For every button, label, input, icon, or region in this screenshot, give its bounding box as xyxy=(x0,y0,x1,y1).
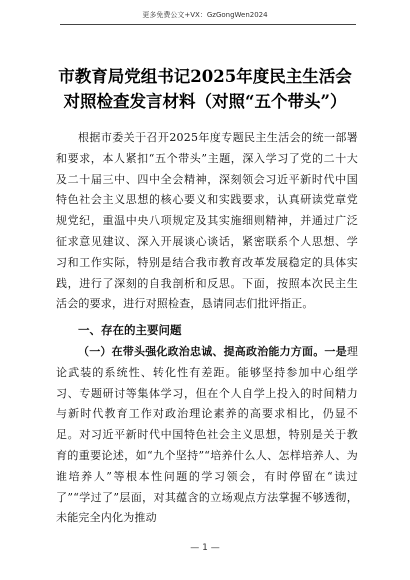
header-watermark: 更多免费公文+VX：GzGongWen2024 xyxy=(142,11,268,19)
subsection-body: 理论武装的系统性、转化性有差距。能够坚持参加中心组学习、专题研讨等集体学习，但在个人自学上投入的时间精力与新时代教育工作对政治理论素养的高要求相比，仍显不足。对习近平新时代中国特色社会主义思想，特别是关于教育的重要论述，如“九个坚持”“培养什么人、怎样培养人、为谁培养人”等根本性问题的学习领会，有时停留在“读过了”“学过了”层面，对其蕴含的立场观点方法掌握不够透彻，未能完全内化为推动 xyxy=(56,345,359,525)
subsection-heading: （一）在带头强化政治忠诚、提高政治能力方面。 xyxy=(78,345,325,358)
subsection-paragraph xyxy=(56,342,358,529)
intro-paragraph: 根据市委关于召开2025年度专题民主生活会的统一部署和要求，本人紧扣“五个带头”主题，深入学习了党的二十大及二十届三中、四中全会精神，深刻领会习近平新时代中国特色社会主义思想的核心要义和实践要求，认真研读党章党规党纪，重温中央八项规定及其实施细则精神，并通过广泛征求意见建议、深入开展谈心谈话，紧密联系个人思想、学习和工作实际，特别是结合我市教育改革发展稳定的具体实践，进行了深刻的自我剖析和反思。下面，按照本次民主生活会的要求，进行对照检查，恳请同志们批评指正。 xyxy=(56,131,358,311)
document-title xyxy=(38,64,372,114)
header-divider xyxy=(60,24,356,25)
page-number: — 1 — xyxy=(190,543,220,553)
title-line-2: 对照检查发言材料（对照“五个带头”） xyxy=(63,92,347,111)
subsection-lead: 一是 xyxy=(324,345,347,358)
section-heading: 一、存在的主要问题 xyxy=(78,323,182,337)
title-line-1: 市教育局党组书记2025年度民主生活会 xyxy=(58,67,352,86)
